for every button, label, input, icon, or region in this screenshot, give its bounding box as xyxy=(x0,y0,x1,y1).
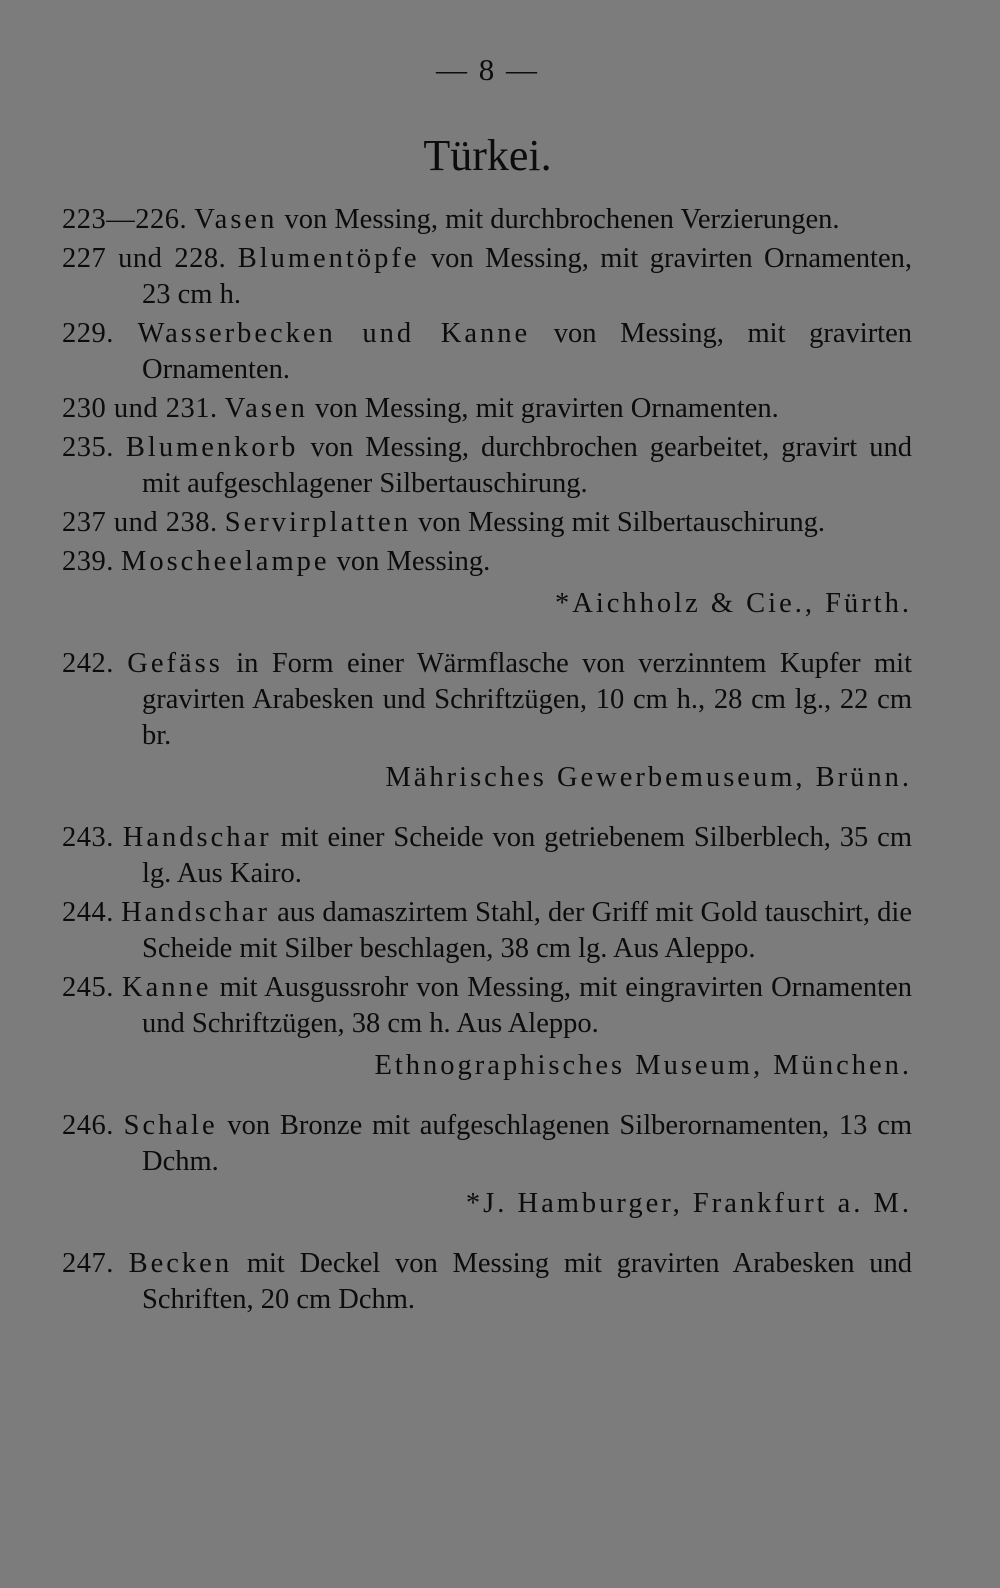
entry-description: von Bronze mit aufgeschlagenen Silberornamenten, 13 cm Dchm. xyxy=(142,1110,913,1177)
entry-item-name: Becken xyxy=(128,1248,233,1279)
entry-number: 242. xyxy=(62,648,114,679)
lender-attribution: Ethnographisches Museum, München. xyxy=(374,1050,912,1081)
entry-description: aus damaszirtem Stahl, der Griff mit Gold tauschirt, die Scheide mit Silber beschlagen, 38 cm lg. Aus Aleppo. xyxy=(142,897,912,964)
entry-item-name: Handschar xyxy=(121,897,270,928)
entry-item-name: Handschar xyxy=(122,822,272,853)
entry-item-name: Schale xyxy=(123,1110,218,1141)
entry-number: 247. xyxy=(62,1248,114,1279)
catalog-entry xyxy=(62,970,912,1042)
catalog-entry xyxy=(62,1108,912,1180)
entry-item-name: Wasserbecken und Kanne xyxy=(137,318,531,349)
entry-number: 239. xyxy=(62,546,114,577)
entry-number: 237 und 238. xyxy=(62,507,218,538)
entry-item-name: Blumenkorb xyxy=(125,432,299,463)
catalog-entry xyxy=(62,820,912,892)
entry-item-name: Gefäss xyxy=(127,648,223,679)
entry-description: von Messing. xyxy=(329,546,491,577)
lender-attribution: Mährisches Gewerbemuseum, Brünn. xyxy=(385,762,912,793)
entry-description: von Messing, durchbrochen gearbeitet, gravirt und mit aufgeschlagener Silbertauschirung. xyxy=(142,432,912,499)
entry-number: 235. xyxy=(62,432,114,463)
entry-number: 223—226. xyxy=(62,204,188,235)
entry-item-name: Kanne xyxy=(122,972,212,1003)
catalog-entry xyxy=(62,391,912,427)
entry-number: 245. xyxy=(62,972,114,1003)
entry-description: von Messing, mit gravirten Ornamenten. xyxy=(142,318,913,385)
section-title: Türkei. xyxy=(423,131,552,180)
catalog-entry xyxy=(62,316,912,388)
catalog-entry xyxy=(62,1246,912,1318)
lender-attribution: *Aichholz & Cie., Fürth. xyxy=(555,588,912,619)
catalog-entry xyxy=(62,202,912,238)
entry-number: 229. xyxy=(62,318,114,349)
entry-item-name: Servirplatten xyxy=(224,507,411,538)
catalog-entry xyxy=(62,241,912,313)
catalog-entry xyxy=(62,505,912,541)
catalog-entry xyxy=(62,430,912,502)
entry-description: mit Ausgussrohr von Messing, mit eingravirten Ornamenten und Schriftzügen, 38 cm h. Aus Aleppo. xyxy=(142,972,912,1039)
entry-description: von Messing, mit gravirten Ornamenten. xyxy=(307,393,779,424)
entry-description: von Messing mit Silbertauschirung. xyxy=(410,507,825,538)
entry-number: 244. xyxy=(62,897,114,928)
page-number: — 8 — xyxy=(436,52,539,87)
entry-description: von Messing, mit gravirten Ornamenten, 23 cm h. xyxy=(142,243,912,310)
catalog-entry xyxy=(62,646,912,754)
entry-item-name: Vasen xyxy=(194,204,278,235)
catalog-entry xyxy=(62,895,912,967)
entry-description: mit Deckel von Messing mit gravirten Arabesken und Schriften, 20 cm Dchm. xyxy=(142,1248,912,1315)
entry-description: in Form einer Wärmflasche von verzinntem Kupfer mit gravirten Arabesken und Schriftzügen, 10 cm h., 28 cm lg., 22 cm br. xyxy=(142,648,912,751)
entry-number: 230 und 231. xyxy=(62,393,218,424)
entry-item-name: Vasen xyxy=(224,393,308,424)
lender-attribution: *J. Hamburger, Frankfurt a. M. xyxy=(465,1188,912,1219)
entry-number: 246. xyxy=(62,1110,114,1141)
entry-number: 227 und 228. xyxy=(62,243,227,274)
catalog-entry xyxy=(62,544,912,580)
entry-description: mit einer Scheide von getriebenem Silberblech, 35 cm lg. Aus Kairo. xyxy=(142,822,913,889)
entry-item-name: Blumentöpfe xyxy=(237,243,420,274)
entry-number: 243. xyxy=(62,822,114,853)
entry-description: von Messing, mit durchbrochenen Verzierungen. xyxy=(277,204,840,235)
catalog-entries xyxy=(62,202,912,1318)
entry-item-name: Moscheelampe xyxy=(121,546,330,577)
